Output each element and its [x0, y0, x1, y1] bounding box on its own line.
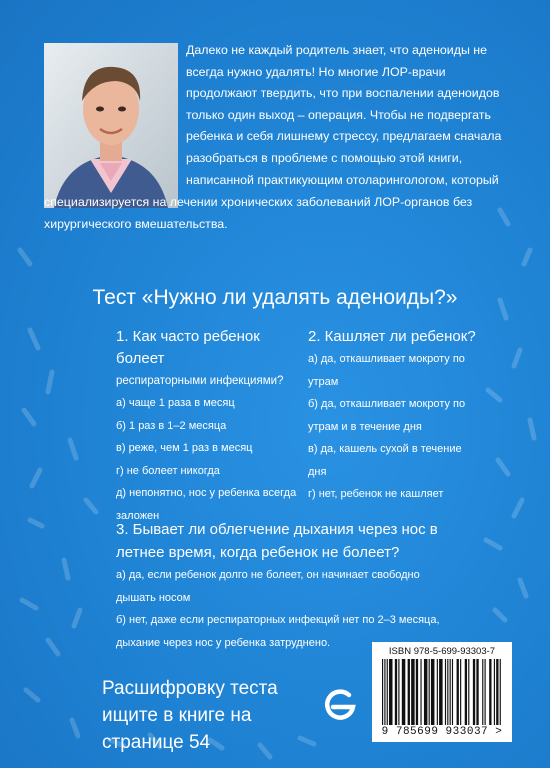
question-3-options [116, 564, 456, 654]
question-1 [116, 326, 301, 527]
barcode-bar [389, 659, 393, 725]
question-1-option-a: а) чаще 1 раза в месяц [116, 397, 235, 409]
barcode-panel [372, 642, 512, 742]
intro-text-wrapped: Далеко не каждый родитель знает, что аденоиды не всегда нужно удалять! Но многие ЛОР-врачи продолжают твердить, что при воспалении аденоидов только один выход – операция. Чтобы не подвергать ребенка и себя лишнему стрессу, предлагаем сначала разобраться в проблеме с помощью этой книги, написанной практикующим отоларингологом, который [186, 43, 502, 187]
barcode-bar [489, 659, 491, 725]
barcode-bar [473, 659, 475, 725]
question-3-title: 3. Бывает ли облегчение дыхания через нос в летнее время, когда ребенок не болеет? [116, 521, 438, 561]
barcode-bar [439, 659, 443, 725]
question-1-option-b: б) 1 раз в 1–2 месяца [116, 419, 227, 432]
question-1-option-d: г) не болеет никогда [116, 464, 220, 477]
barcode-bar [447, 659, 448, 725]
footer-note: Расшифровку теста ищите в книге на странице 54 [102, 678, 278, 753]
barcode-bar [420, 659, 421, 725]
barcode-bar [382, 659, 383, 725]
barcode-bar [485, 659, 486, 725]
question-2-option-d: г) нет, ребенок не кашляет [308, 488, 444, 500]
question-1-option-e: д) непонятно, нос у ребенка всегда заложен [116, 487, 297, 522]
barcode-bar [402, 659, 406, 725]
question-3-option-b: б) нет, даже если респираторных инфекций нет по 2–3 месяца, дыхание через нос у ребенка затруднено. [116, 614, 440, 649]
question-3-option-a: а) да, если ребенок долго не болеет, он начинает свободно дышать носом [116, 569, 420, 604]
test-title: Тест «Нужно ли удалять аденоиды?» [92, 286, 458, 309]
barcode-bar [457, 659, 459, 725]
barcode-bars [380, 659, 504, 725]
barcode-bar [384, 659, 385, 725]
barcode-digits: 9 785699 933037 > [381, 726, 503, 738]
question-1-title: 1. Как часто ребенок болеет [116, 328, 260, 367]
barcode-bar [445, 659, 446, 725]
question-3 [116, 518, 456, 654]
barcode-bar [431, 659, 435, 725]
barcode-bar [465, 659, 467, 725]
barcode-bar [416, 659, 418, 725]
question-2-title: 2. Кашляет ли ребенок? [308, 328, 476, 345]
barcode-bar [395, 659, 397, 725]
isbn-label: ISBN 978-5-699-93303-7 [388, 646, 496, 657]
barcode-bar [496, 659, 498, 725]
barcode-bar [437, 659, 438, 725]
question-2-option-b: б) да, откашливает мокроту по утрам и в течение дня [308, 398, 466, 433]
barcode-bar [500, 659, 501, 725]
barcode-bar [429, 659, 430, 725]
question-2-option-c: в) да, кашель сухой в течение дня [308, 443, 462, 478]
question-2 [308, 326, 478, 506]
author-photo [44, 43, 178, 208]
question-2-option-a: а) да, откашливает мокроту по утрам [308, 353, 465, 388]
question-1-options [116, 392, 301, 527]
barcode-bar [452, 659, 453, 725]
barcode-bar [476, 659, 478, 725]
barcode-bar [494, 659, 495, 725]
barcode-bar [398, 659, 399, 725]
intro-text-full: специализируется на лечении хронических заболеваний ЛОР-органов без хирургического вмешательства. [44, 195, 473, 231]
barcode-bar [408, 659, 410, 725]
author-portrait-icon [44, 43, 178, 208]
question-2-options [308, 348, 478, 506]
publisher-logo-icon [322, 686, 358, 722]
question-1-subtitle: респираторными инфекциями? [116, 375, 284, 387]
question-1-option-c: в) реже, чем 1 раз в месяц [116, 442, 253, 454]
barcode-bar [424, 659, 428, 725]
barcode-bar [468, 659, 469, 725]
barcode-bar [411, 659, 415, 725]
barcode-bar [460, 659, 461, 725]
barcode-bar [450, 659, 451, 725]
barcode-bar [387, 659, 388, 725]
barcode-bar [482, 659, 483, 725]
